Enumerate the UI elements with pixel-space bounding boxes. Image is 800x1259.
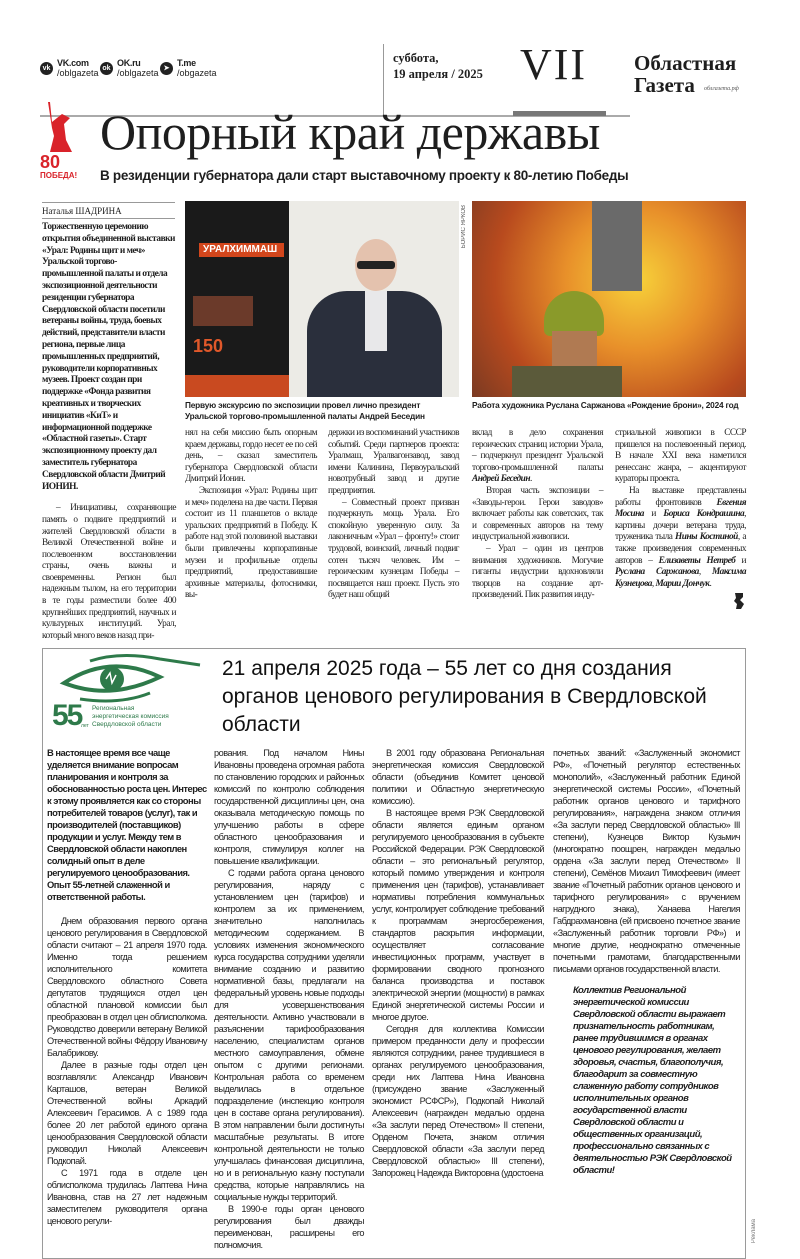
text-run: – Совместный проект призван подчеркнуть мощь Урала. Его спокойную уверенную силу. За лаконичным «Урал – фронту!» стоит трудовой, воинский, личный подвиг сотен тысяч человек. Им – героическим кузнецам Победы – посвящается наш проект. Пусть это будет наш общий — [328, 497, 459, 601]
social-link-t-me[interactable] — [160, 58, 217, 78]
issue-date — [393, 50, 483, 82]
ad-closing-message: Коллектив Региональной энергетической комиссии Свердловской области выражает признательность работникам, ранее трудившимся в органах ценового регулирования, желает здоровья, счастья, благополучия, благодарит за совместную слаженную работу сотрудников исполнительных органов государственной власти Свердловской области и общественных организаций, профессионально связанных с деятельностью РЭК Свердловской области! — [573, 985, 732, 1176]
text-run: – Урал – один из центров внимания художников. Могучие гиганты индустрии вдохновляли творцов на создание арт-произведений. Пик развития инду- — [472, 543, 603, 601]
author: Наталья ШАДРИНА — [42, 206, 122, 216]
text-run: почетных званий: «Заслуженный экономист РФ», «Почетный регулятор естественных монополий», «Заслуженный работник Единой энергетической системы России», «Почетный работник органов ценового и тарифного регулирования», награждена знаком отличия «За заслуги перед Свердловской областью» III степени), Кузнецов Виктор Кузьмич (многократно поощрен, награжден медалью ордена «За заслуги перед Отечеством» II степени), Семёнов Михаил Тимофеевич (имеет звание «Почетный работник органов ценового и тарифного регулирования» с вручением нагрудного знака), Ханаева Нагелия Габдрахмановна (ей присвоено почетное звание «Заслуженный работник торговли РФ») и многие другие, неоднократно отмеченные почетными грамотами, благодарственными письмами органов государственной власти. — [553, 748, 740, 974]
vk-icon: vk — [40, 62, 53, 75]
ad-column-1 — [47, 747, 207, 1227]
brand-line2: Газета — [634, 73, 695, 97]
paragraph — [472, 428, 603, 486]
text-run: – Инициативы, сохраняющие память о подвиге предприятий и жителей Свердловской области в Великой Отечественной войне и послевоенном восстановлении страны, очень важны и своевременны. Регион был надежным тылом, на его территории в те годы разместили более 400 крупнейших предприятий, научных и культурных институций. Урал, который много веков назад при- — [42, 503, 176, 641]
byline-rule — [42, 202, 175, 203]
paragraph — [47, 1059, 207, 1167]
paragraph — [615, 428, 746, 486]
victory-80-logo — [40, 100, 84, 184]
paragraph — [472, 486, 603, 544]
person-name: Андрей Беседин — [472, 474, 530, 485]
text-run: С годами работа органа ценового регулирования, наряду с установлением цен (тарифов) и контролем за их применением, значительно наполнилась методическим содержанием. В условиях изменения экономического курса государства сотрудники уделяли внимание созданию и развитию нормативной базы, предлагали на федеральный уровень новые подходы для усовершенствования деятельности. Активно участвовали в разъяснении тарифообразования населению, специалистам органов местного самоуправления, обмене опытом с другими регионами. Контрольная работа со временем выделилась в отдельное подразделение (инспекцию контроля цен в составе органа регулирования). В этом направлении были достигнуты масштабные результаты. В итоге контрольной деятельности не только улучшалась финансовая дисциплина, но и в региональную казну поступали средства, которые направлялись на социальные нужды территорий. — [214, 868, 364, 1202]
ad-headline: 21 апреля 2025 года – 55 лет со дня создания органов ценового регулирования в Свердловской области — [222, 657, 707, 736]
text-run: С 1971 года в отделе цен облисполкома трудилась Лаптева Нина Ивановна, став на 27 лет надежным заместителем руководителя органа ценового регули- — [47, 1168, 207, 1226]
text-run: нял на себя миссию быть опорным краем державы, гордо несет ее по сей день, – сказал заместитель губернатора Свердловской области Дмитрий Ионин. — [185, 428, 317, 485]
paragraph — [472, 544, 603, 602]
paragraph — [47, 915, 207, 1059]
article-column-1-body — [42, 503, 176, 642]
paragraph — [185, 428, 317, 486]
social-site: OK.ru — [117, 58, 141, 68]
victory-number: 80 — [40, 152, 61, 172]
helmet — [544, 291, 604, 336]
ad-column-2 — [214, 747, 364, 1251]
photo-caption-2: Работа художника Руслана Саржанова «Рождение брони», 2024 год — [472, 400, 739, 410]
article-column-4 — [472, 428, 603, 602]
social-handle: /oblgazeta — [57, 68, 99, 78]
paragraph — [553, 747, 740, 975]
poster-title: УРАЛХИММАШ — [199, 243, 284, 257]
poster-photo — [193, 296, 253, 326]
paragraph — [372, 747, 544, 807]
paragraph — [328, 498, 459, 602]
paragraph — [47, 1167, 207, 1227]
poster-number: 150 — [193, 336, 224, 356]
worker-body — [512, 366, 622, 397]
article-lead: Торжественную церемонию открытия объединенной выставки «Урал: Родины щит и меч» Уральской торгово-промышленной палаты и отдела экспозиционной деятельности резиденции губернатора Свердловской области посетили ветераны войны, труда, боевых действий, представители власти региона, первые лица промышленных предприятий, руководители корпоративных музеев. Проект создан при поддержке «Фонда развития креативных и творческих инициатив «КиТ» и информационной поддержке «Областной газеты». Старт экспозиционному проекту дал заместитель губернатора Свердловской области Дмитрий ИОНИН. — [42, 222, 175, 492]
person-name: Максима Кузнецова — [615, 567, 746, 589]
ad-column-4-body — [553, 747, 740, 975]
ladle — [592, 201, 642, 291]
poster-footer — [185, 375, 289, 397]
paragraph — [214, 747, 364, 867]
text-run: . — [709, 578, 712, 589]
victory-text: ПОБЕДА! — [40, 171, 78, 180]
text-run: , а также произведения современных авторов – — [615, 532, 746, 566]
logo-line1: Региональная — [92, 705, 135, 712]
article-title: Опорный край державы — [100, 104, 600, 160]
logo-line3: Свердловской области — [92, 721, 162, 728]
region-emblem-icon — [732, 592, 746, 610]
social-link-vk-com[interactable] — [40, 58, 99, 78]
advertisement — [0, 648, 800, 1259]
person-name: Руслана Саржанова — [615, 567, 699, 578]
logo-55: 55 — [52, 699, 82, 732]
text-run: Вторая часть экспозиции – «Заводы-герои. Герои заводов» включает работы как советских, так и современных авторов на тему индустриальной живописи. — [472, 485, 603, 543]
text-run: Далее в разные годы отдел цен возглавляли: Александр Иванович Карташов, ветеран Великой Отечественной войны Аркадий Алексеевич Герасимов. А с 1989 года более 20 лет работой единого органа ценообразования Свердловской области руководил Николай Алексеевич Подкопай. — [47, 1060, 207, 1166]
text-run: и — [643, 509, 664, 520]
person-name: Марии Дончук — [655, 578, 710, 589]
paragraph — [372, 807, 544, 1023]
glasses — [357, 261, 395, 269]
photo-painting[interactable] — [472, 201, 746, 397]
text-run: и — [735, 555, 746, 566]
worker-face — [552, 331, 597, 371]
paragraph — [615, 486, 746, 590]
photo-speaker[interactable] — [185, 201, 459, 397]
photo-credit: БОРИС ЯРКОВ — [461, 205, 467, 249]
text-run: рования. Под началом Нины Ивановны проведена огромная работа по становлению городских и районных комиссий по контролю соблюдения государственной дисциплины цен, она оказывала методическую помощь по улучшению работы в сфере областного ценообразования и контроля, стимулируя коллег на повышение квалификации. — [214, 748, 364, 866]
text-run: Днем образования первого органа ценового регулирования в Свердловской области считают – 21 апреля 1970 года. Именно тогда решением исполнительного комитета Свердловского областного Совета депутатов трудящихся отдел цен областной плановой комиссии был преобразован в отдел цен облисполкома. Руководство доверили ветерану Великой Отечественной войны Фёдору Ивановичу Балабрикову. — [47, 916, 207, 1058]
ad-lead: В настоящее время все чаще уделяется внимание вопросам планирования и контроля за обоснованностью роста цен. Интерес к этому проявляется как со стороны потребителей товаров (услуг), так и производителей (поставщиков) продукции и услуг. Между тем в Свердловской области накоплен солидный опыт в деле регулируемого ценообразования. Опыт 55-летней слаженной и ответственной работы. — [47, 747, 207, 902]
text-run: Экспозиция «Урал: Родины щит и меч» поделена на две части. Первая состоит из 11 планшетов о вкладе уральских предприятий в Победу. К работе над этой половиной выставки были привлечены корпоративные музеи и профильные отделы предприятий, предоставившие архивные материалы, фотоснимки, вы- — [185, 485, 317, 601]
person-name: Елизаветы Нетреб — [658, 555, 736, 566]
text-run: , — [651, 578, 656, 589]
article-column-2 — [185, 428, 317, 602]
text-run: , — [698, 567, 713, 578]
social-site: VK.com — [57, 58, 89, 68]
paragraph — [185, 486, 317, 602]
logo-line2: энергетическая комиссия — [92, 713, 169, 720]
paragraph — [372, 1023, 544, 1179]
social-site: T.me — [177, 58, 196, 68]
byline-rule — [42, 218, 175, 219]
social-link-ok-ru[interactable] — [100, 58, 159, 78]
ok-icon: ok — [100, 62, 113, 75]
text-run: стриальной живописи в СССР пришелся на послевоенный период. В начале XXI века наметился ренессанс жанра, – акцентируют кураторы проекта. — [615, 428, 746, 485]
paragraph — [214, 1203, 364, 1251]
text-run: В настоящее время РЭК Свердловской области является единым органом регулируемого ценообразования в субъекте Российской Федерации. РЭК Свердловской области – это региональный регулятор, который помимо утверждения и контроля применения цен (тарифов), устанавливает нормативы потребления коммунальных услуг, контролирует соблюдение требований к программам энергосбережения, стандартов раскрытия информации, осуществляет согласование инвестиционных программ, участвует в формировании сводного прогнозного баланса производства и поставок электрической энергии (мощности) в рамках Единой энергетической системы России и многое другое. — [372, 808, 544, 1022]
text-run: , картины дочери ветерана труда, труженика тыла — [615, 509, 746, 543]
text-run: В 2001 году образована Региональная энергетическая комиссия Свердловской области (объединив Комитет ценовой политики и Областную энергетическую комиссию). — [372, 748, 544, 806]
site-url[interactable]: облгазета.рф — [704, 86, 739, 92]
lizards-eye-icon — [50, 653, 210, 703]
text-run: Сегодня для коллектива Комиссии примером преданности делу и профессии являются сотрудники, ранее трудившиеся в органах регулируемого ценообразования, среди них Лаптева Нина Ивановна (присуждено звание «Заслуженный экономист РСФСР»), Подкопай Николай Алексеевич (награжден медалью ордена «За заслуги перед Отечеством» II степени, Орденом Почета, знаком отличия Свердловской области «За заслуги перед Свердловской областью» III степени), Запорожец Надежда Викторовна (удостоена — [372, 1024, 544, 1178]
rek-logo — [50, 653, 215, 733]
logo-years: лет — [81, 723, 89, 729]
shirt — [365, 291, 387, 351]
article-subtitle: В резиденции губернатора дали старт выставочному проекту к 80-летию Победы — [100, 168, 629, 183]
paragraph — [214, 867, 364, 1203]
page-number: VII — [520, 40, 588, 89]
paragraph — [42, 503, 176, 642]
ad-column-3 — [372, 747, 544, 1179]
social-handle: /obgazeta — [177, 68, 217, 78]
monument-icon — [40, 100, 84, 156]
telegram-icon: ➤ — [160, 62, 173, 75]
ad-column-1-body — [47, 915, 207, 1227]
ad-column-4 — [553, 747, 740, 1177]
text-run: . — [530, 474, 532, 485]
person-name: Евгения Мосина — [615, 497, 746, 520]
article-column-5 — [615, 428, 746, 610]
brand-line1: Областная — [634, 51, 737, 75]
social-handle: /oblgazeta — [117, 68, 159, 78]
article-column-3 — [328, 428, 459, 602]
text-run: В 1990-е годы орган ценового регулирования был дважды переименован, расширены его полномочия. — [214, 1204, 364, 1250]
ad-label: Реклама — [751, 1219, 757, 1244]
article-column-5-body — [615, 428, 746, 590]
person-name: Бориса Кондрашина — [663, 509, 745, 520]
date: 19 апреля / 2025 — [393, 67, 483, 81]
article-column-1 — [42, 222, 176, 642]
text-run: вклад в дело сохранения героических страниц истории Урала, – подчеркнул президент Уральской торгово-промышленной палаты — [472, 428, 603, 473]
paragraph — [328, 428, 459, 498]
text-run: держки из воспоминаний участников событий. Среди партнеров проекта: Уралмаш, Уралвагонзавод, завод имени Калинина, Первоуральский новотрубный завод и другие предприятия. — [328, 428, 459, 496]
person-name: Нины Костиной — [675, 532, 738, 543]
text-run: На выставке представлены работы фронтовиков — [615, 485, 746, 508]
photo-caption-1: Первую экскурсию по экспозиции провел лично президент Уральской торгово-промышленной палаты Андрей Беседин — [185, 400, 425, 421]
day: суббота, — [393, 51, 439, 65]
